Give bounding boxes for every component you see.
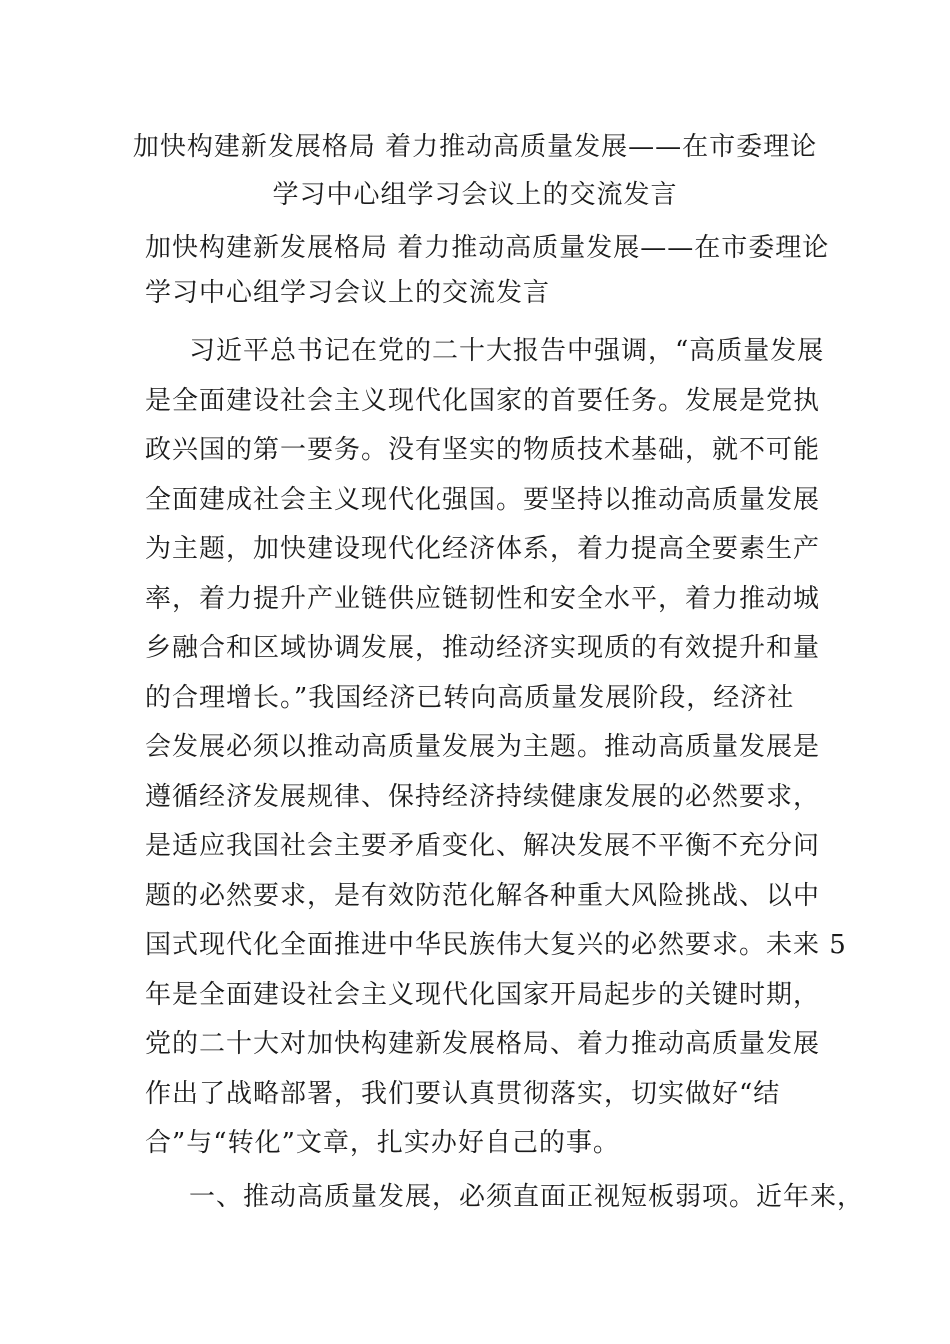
- subtitle-line: 学习中心组学习会议上的交流发言: [145, 278, 551, 308]
- paragraph-line: 率，着力提升产业链供应链韧性和安全水平，着力推动城: [145, 583, 821, 614]
- paragraph-line: 为主题，加快建设现代化经济体系，着力提高全要素生产: [145, 534, 821, 564]
- title-line: 加快构建新发展格局 着力推动高质量发展——在市委理论: [132, 132, 818, 162]
- paragraph-line: 题的必然要求，是有效防范化解各种重大风险挑战、以中: [145, 880, 821, 911]
- document-title: [120, 123, 830, 219]
- document-subtitle: [145, 226, 835, 316]
- paragraph-line: 会发展必须以推动高质量发展为主题。推动高质量发展是: [145, 732, 821, 762]
- paragraph-line: 年是全面建设社会主义现代化国家开局起步的关键时期，: [145, 979, 821, 1010]
- paragraph-2: [145, 1173, 865, 1223]
- paragraph-line: 是全面建设社会主义现代化国家的首要任务。发展是党执: [145, 385, 821, 416]
- paragraph-line: 一、推动高质量发展，必须直面正视短板弱项。近年来，: [189, 1182, 865, 1212]
- subtitle-line: 加快构建新发展格局 着力推动高质量发展——在市委理论: [145, 233, 830, 263]
- paragraph-line: 乡融合和区域协调发展，推动经济实现质的有效提升和量: [145, 633, 821, 663]
- paragraph-line: 全面建成社会主义现代化强国。要坚持以推动高质量发展: [145, 484, 821, 515]
- title-line: 学习中心组学习会议上的交流发言: [272, 180, 678, 210]
- paragraph-line: 党的二十大对加快构建新发展格局、着力推动高质量发展: [145, 1029, 821, 1059]
- paragraph-line: 合”与“转化”文章，扎实办好自己的事。: [145, 1128, 620, 1158]
- paragraph-line: 习近平总书记在党的二十大报告中强调，“高质量发展: [189, 336, 825, 366]
- paragraph-line: 遵循经济发展规律、保持经济持续健康发展的必然要求，: [145, 781, 821, 812]
- paragraph-line: 的合理增长。”我国经济已转向高质量发展阶段，经济社: [145, 682, 795, 713]
- paragraph-1: [145, 327, 847, 1169]
- paragraph-line: 是适应我国社会主要矛盾变化、解决发展不平衡不充分问: [145, 831, 821, 861]
- paragraph-line: 作出了战略部署，我们要认真贯彻落实，切实做好“结: [145, 1078, 781, 1109]
- paragraph-line: 国式现代化全面推进中华民族伟大复兴的必然要求。未来 5: [145, 930, 847, 960]
- paragraph-line: 政兴国的第一要务。没有坚实的物质技术基础，就不可能: [145, 435, 821, 465]
